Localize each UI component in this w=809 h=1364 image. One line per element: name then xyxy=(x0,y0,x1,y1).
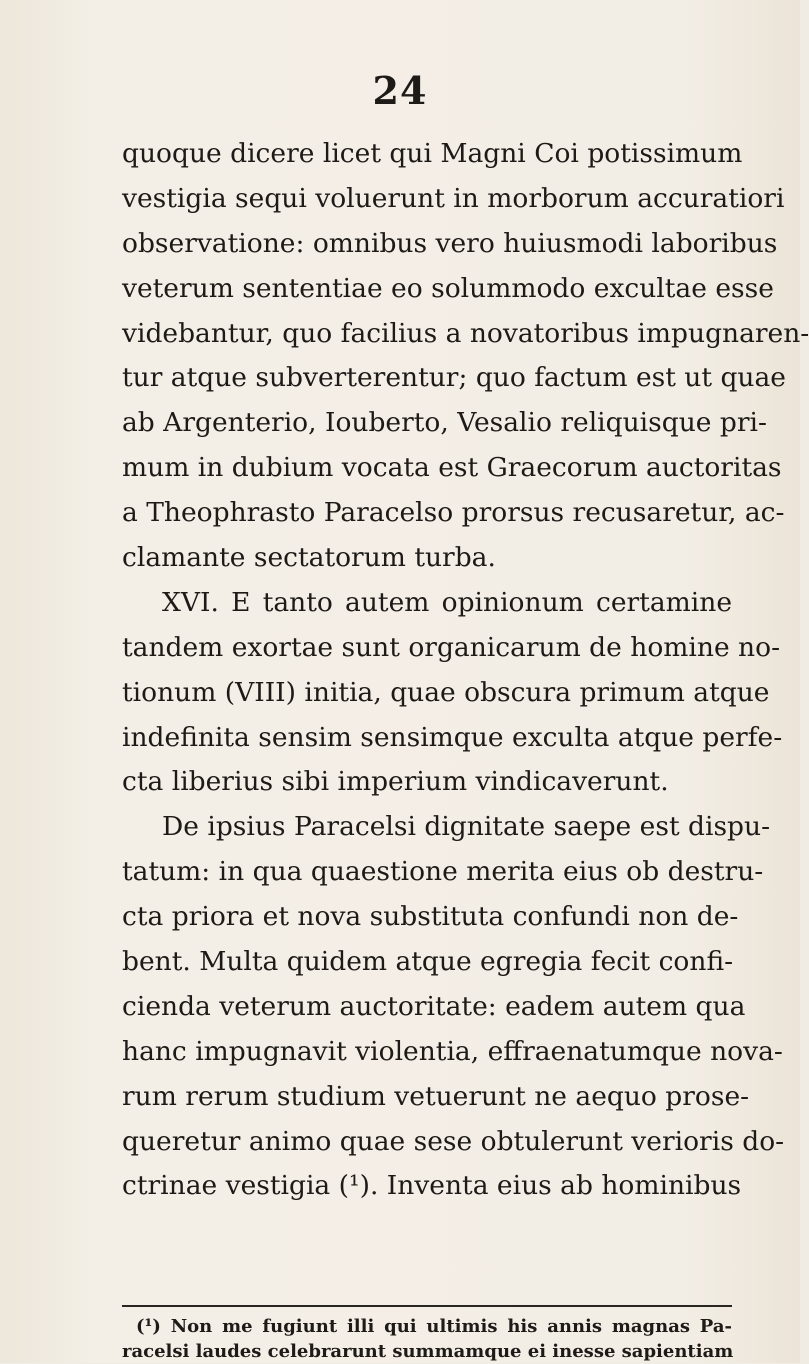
text-line: mum in dubium vocata est Graecorum auctoritas xyxy=(122,452,782,484)
text-line: queretur animo quae sese obtulerunt verioris do- xyxy=(122,1125,785,1157)
footnote-line: (¹) Non me fugiunt illi qui ultimis his annis magnas Pa- xyxy=(136,1316,732,1337)
footnote-line: racelsi laudes celebrarunt summamque ei inesse sapientiam xyxy=(122,1341,734,1362)
text-line: cienda veterum auctoritate: eadem autem qua xyxy=(122,990,746,1022)
text-line: a Theophrasto Paracelso prorsus recusaretur, ac- xyxy=(122,497,785,529)
section-heading-line: XVI. E tanto autem opinionum certamine xyxy=(162,586,732,618)
text-line: quoque dicere licet qui Magni Coi potissimum xyxy=(122,138,743,169)
text-line: ctrinae vestigia (¹). Inventa eius ab hominibus xyxy=(122,1170,742,1202)
text-line: tur atque subverterentur; quo factum est ut quae xyxy=(122,362,786,394)
footnote xyxy=(122,1314,732,1364)
text-line: videbantur, quo facilius a novatoribus impugnaren- xyxy=(122,317,809,349)
body-text xyxy=(122,132,809,1209)
text-line: tionum (VIII) initia, quae obscura primum atque xyxy=(122,676,770,708)
text-line: tandem exortae sunt organicarum de homine no- xyxy=(122,631,781,663)
text-line: tatum: in qua quaestione merita eius ob destru- xyxy=(122,856,764,888)
text-line: cta priora et nova substituta confundi non de- xyxy=(122,901,739,933)
text-line: veterum sententiae eo solummodo excultae esse xyxy=(122,272,774,304)
text-line: observatione: omnibus vero huiusmodi laboribus xyxy=(122,227,778,259)
text-line: clamante sectatorum turba. xyxy=(122,542,496,574)
page-number: 24 xyxy=(372,68,428,113)
text-line: cta liberius sibi imperium vindicaverunt. xyxy=(122,766,669,798)
text-line: vestigia sequi voluerunt in morborum accuratiori xyxy=(122,182,785,214)
text-line: hanc impugnavit violentia, effraenatumque nova- xyxy=(122,1035,783,1067)
paragraph-start-line: De ipsius Paracelsi dignitate saepe est dispu- xyxy=(162,811,771,843)
footnote-divider xyxy=(122,1305,732,1307)
text-line: ab Argenterio, Iouberto, Vesalio reliquisque pri- xyxy=(122,407,767,439)
text-line: bent. Multa quidem atque egregia fecit confi- xyxy=(122,946,734,978)
text-line: rum rerum studium vetuerunt ne aequo prose- xyxy=(122,1080,750,1112)
text-line: indefinita sensim sensimque exculta atque perfe- xyxy=(122,721,783,753)
